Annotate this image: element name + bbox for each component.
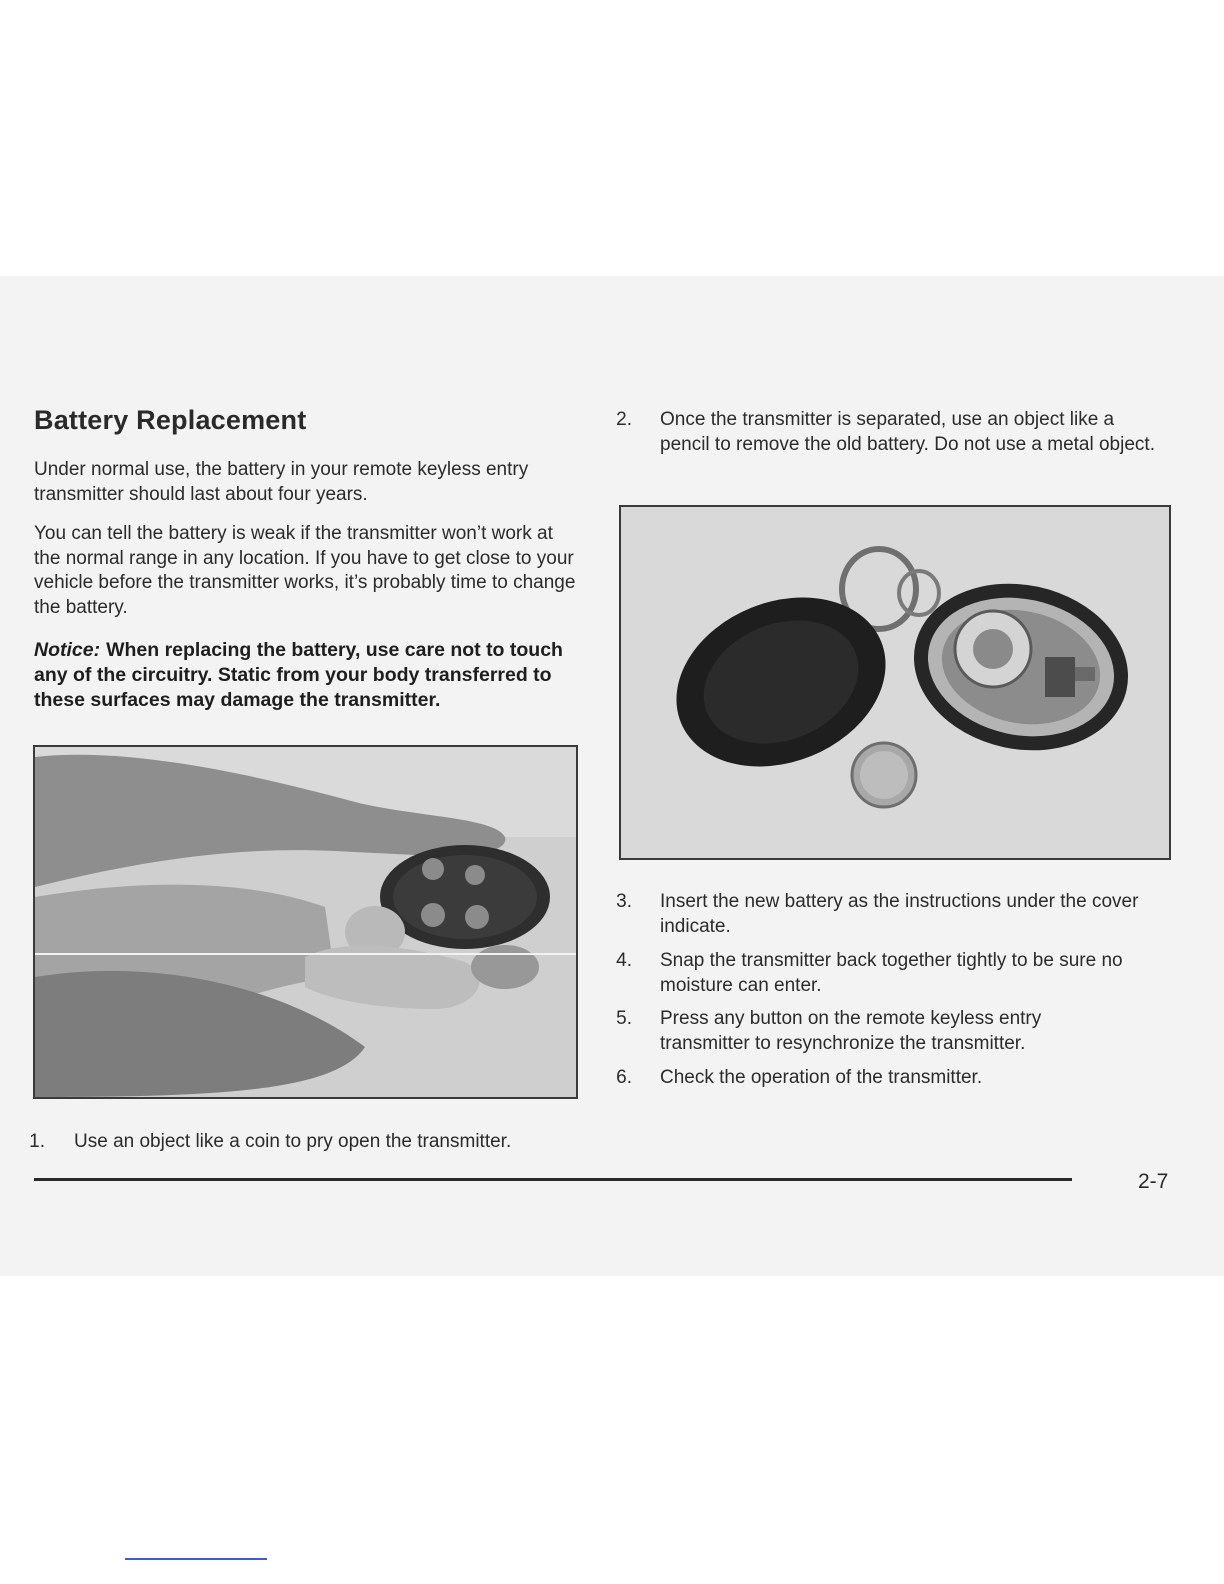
footer-rule xyxy=(34,1178,1072,1181)
section-heading: Battery Replacement xyxy=(34,405,307,435)
step-number: 6. xyxy=(616,1067,632,1088)
step-number: 4. xyxy=(616,950,632,971)
page-number: 2-7 xyxy=(1138,1170,1169,1193)
step-number: 2. xyxy=(616,409,632,430)
step-text: Check the operation of the transmitter. xyxy=(660,1067,983,1088)
step-5 xyxy=(608,1007,1168,1059)
step-3 xyxy=(608,890,1168,942)
step-2 xyxy=(608,408,1168,484)
step-text: Snap the transmitter back together tightly to be sure no moisture can enter. xyxy=(660,950,1123,996)
step-1 xyxy=(21,1130,581,1156)
step-4 xyxy=(608,949,1168,1001)
intro-paragraph: Under normal use, the battery in your remote keyless entry transmitter should last about four years. xyxy=(34,459,529,505)
notice-text: When replacing the battery, use care not to touch any of the circuitry. Static from your body transferred to these surfaces may damage the transmitter. xyxy=(34,639,563,711)
step-text: Use an object like a coin to pry open the transmitter. xyxy=(74,1131,512,1152)
step-text: Press any button on the remote keyless entry transmitter to resynchronize the transmitter. xyxy=(660,1008,1042,1054)
figure-pry-open-transmitter xyxy=(33,745,578,1099)
step-number: 1. xyxy=(29,1131,45,1152)
step-text: Once the transmitter is separated, use an object like a pencil to remove the old battery. Do not use a metal object. xyxy=(660,409,1155,455)
notice-label: Notice: xyxy=(34,639,101,661)
step-number: 5. xyxy=(616,1008,632,1029)
step-6 xyxy=(608,1066,1168,1092)
notice-block xyxy=(34,638,579,712)
weak-battery-paragraph: You can tell the battery is weak if the transmitter won’t work at the normal range in any location. If you have to get close to your vehicle before the transmitter works, it’s probably time to change the battery. xyxy=(34,523,576,618)
step-text: Insert the new battery as the instructions under the cover indicate. xyxy=(660,891,1139,937)
figure-opened-transmitter-battery xyxy=(619,505,1171,860)
bottom-link-underline[interactable] xyxy=(125,1558,267,1560)
step-number: 3. xyxy=(616,891,632,912)
